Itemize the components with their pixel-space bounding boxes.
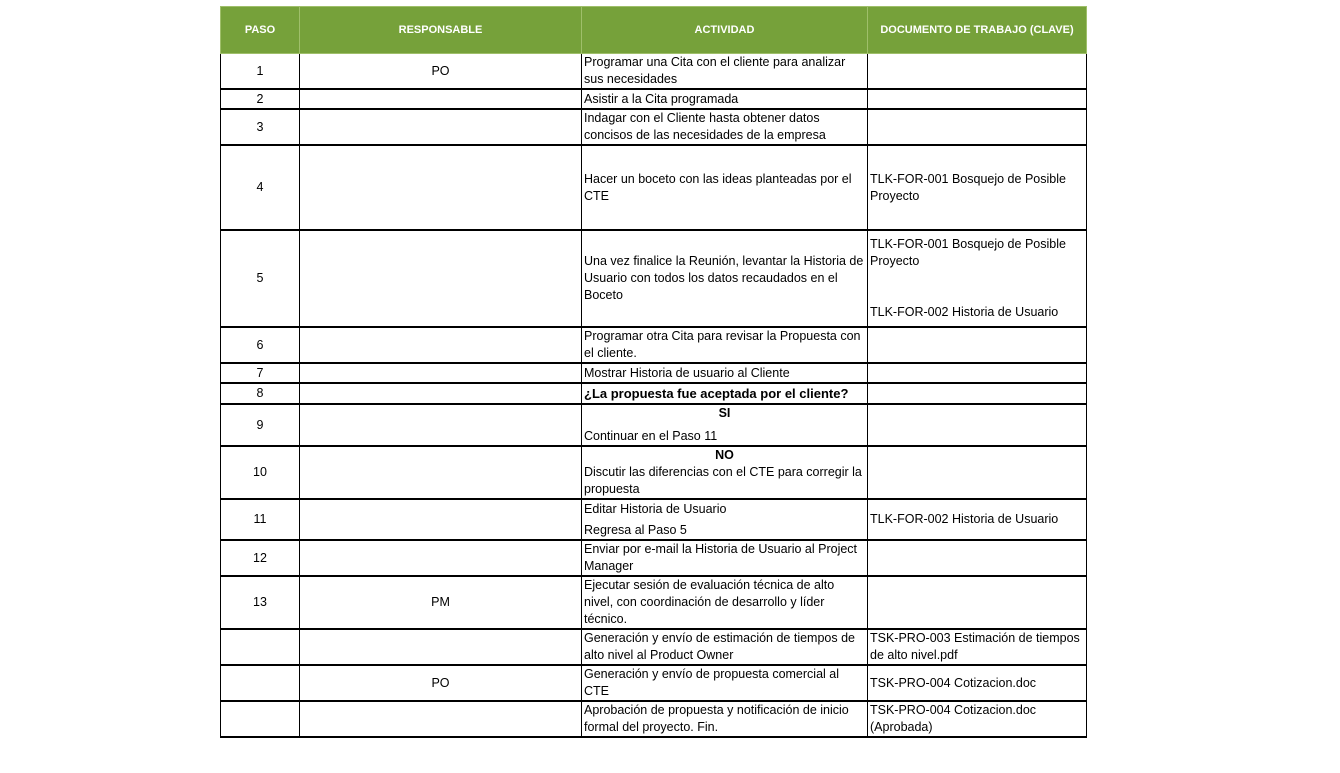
header-documento: DOCUMENTO DE TRABAJO (CLAVE) [868,7,1087,54]
paso-cell: 6 [221,327,300,363]
actividad-text: Generación y envío de estimación de tiempos de alto nivel al Product Owner [584,631,855,662]
documento-text: TLK-FOR-001 Bosquejo de Posible Proyecto [870,171,1066,203]
paso-cell: 4 [221,145,300,230]
responsable-cell [300,499,582,540]
paso-cell: 1 [221,54,300,90]
documento-cell [868,383,1087,404]
responsable-cell [300,109,582,145]
documento-text: TSK-PRO-004 Cotizacion.doc [870,675,1037,690]
responsable-cell [300,629,582,665]
actividad-text: Indagar con el Cliente hasta obtener datos concisos de las necesidades de la empresa [584,111,826,142]
paso-cell: 3 [221,109,300,145]
actividad-text: Una vez finalice la Reunión, levantar la Historia de Usuario con todos los datos recaudados en el Boceto [584,254,864,302]
paso-cell: 8 [221,383,300,404]
paso-cell [221,665,300,701]
actividad-cell [582,145,868,230]
paso-cell: 9 [221,404,300,446]
header-actividad: ACTIVIDAD [582,7,868,54]
table-row [221,109,1087,145]
header-paso: PASO [221,7,300,54]
documento-cell [868,499,1087,540]
actividad-text: Mostrar Historia de usuario al Cliente [584,365,790,380]
responsable-cell [300,327,582,363]
actividad-text: Programar una Cita con el cliente para analizar sus necesidades [584,55,846,86]
actividad-cell [582,576,868,629]
actividad-text: Programar otra Cita para revisar la Propuesta con el cliente. [584,329,861,360]
documento-cell [868,629,1087,665]
paso-cell: 11 [221,499,300,540]
actividad-text: Asistir a la Cita programada [584,91,739,106]
actividad-text: Hacer un boceto con las ideas planteadas por el CTE [584,171,852,203]
responsable-cell [300,89,582,109]
responsable-cell [300,363,582,383]
actividad-cell [582,89,868,109]
documento-cell [868,230,1087,327]
actividad-text: Continuar en el Paso 11 [584,429,718,443]
paso-cell: 2 [221,89,300,109]
documento-text: TLK-FOR-001 Bosquejo de Posible Proyecto [870,237,1066,268]
responsable-cell [300,446,582,499]
documento-cell [868,109,1087,145]
responsable-cell [300,701,582,737]
actividad-cell [582,629,868,665]
actividad-text: Enviar por e-mail la Historia de Usuario al Project Manager [584,542,858,573]
actividad-cell [582,446,868,499]
documento-cell [868,145,1087,230]
documento-text: TLK-FOR-002 Historia de Usuario [870,512,1059,526]
header-responsable: RESPONSABLE [300,7,582,54]
responsable-cell [300,383,582,404]
paso-cell: 5 [221,230,300,327]
actividad-text: Aprobación de propuesta y notificación de inicio formal del proyecto. Fin. [584,703,849,734]
header-row [221,7,1087,54]
table-row [221,54,1087,90]
table-row [221,576,1087,629]
paso-cell [221,701,300,737]
paso-cell: 10 [221,446,300,499]
actividad-cell [582,54,868,90]
responsable-cell [300,540,582,576]
documento-cell [868,701,1087,737]
table-row [221,499,1087,540]
documento-cell [868,89,1087,109]
table-row [221,540,1087,576]
actividad-cell [582,499,868,540]
process-table [220,6,1087,738]
actividad-cell [582,701,868,737]
actividad-cell [582,109,868,145]
documento-cell [868,54,1087,90]
decision-question: ¿La propuesta fue aceptada por el cliente? [584,385,849,401]
documento-cell [868,576,1087,629]
actividad-text: Regresa al Paso 5 [584,522,687,537]
responsable-cell [300,145,582,230]
table-row [221,404,1087,446]
actividad-cell [582,383,868,404]
table-row [221,89,1087,109]
decision-label-no: NO [715,448,734,462]
documento-text: TLK-FOR-002 Historia de Usuario [870,305,1059,319]
actividad-cell [582,363,868,383]
actividad-text: Generación y envío de propuesta comercial al CTE [584,667,840,698]
actividad-text: Editar Historia de Usuario [584,501,727,516]
table-row [221,230,1087,327]
paso-cell [221,629,300,665]
actividad-cell [582,665,868,701]
documento-cell [868,540,1087,576]
table-row [221,665,1087,701]
responsable-cell [300,230,582,327]
documento-cell [868,404,1087,446]
documento-cell [868,665,1087,701]
documento-cell [868,327,1087,363]
table-row [221,701,1087,737]
documento-cell [868,446,1087,499]
actividad-cell [582,540,868,576]
actividad-cell [582,404,868,446]
actividad-cell [582,230,868,327]
table-row [221,327,1087,363]
paso-cell: 12 [221,540,300,576]
paso-cell: 7 [221,363,300,383]
documento-text: TSK-PRO-003 Estimación de tiempos de alto nivel.pdf [870,631,1080,662]
decision-label-si: SI [718,406,731,420]
paso-cell: 13 [221,576,300,629]
table-row [221,363,1087,383]
actividad-text: Discutir las diferencias con el CTE para corregir la propuesta [584,465,862,496]
responsable-cell: PO [300,54,582,90]
actividad-text: Ejecutar sesión de evaluación técnica de alto nivel, con coordinación de desarrollo y líder técnico. [584,578,835,626]
responsable-cell: PO [300,665,582,701]
table-row [221,446,1087,499]
responsable-cell [300,404,582,446]
actividad-cell [582,327,868,363]
table-row [221,383,1087,404]
table-row [221,145,1087,230]
responsable-cell: PM [300,576,582,629]
documento-cell [868,363,1087,383]
documento-text: TSK-PRO-004 Cotizacion.doc (Aprobada) [870,703,1037,734]
table-row [221,629,1087,665]
